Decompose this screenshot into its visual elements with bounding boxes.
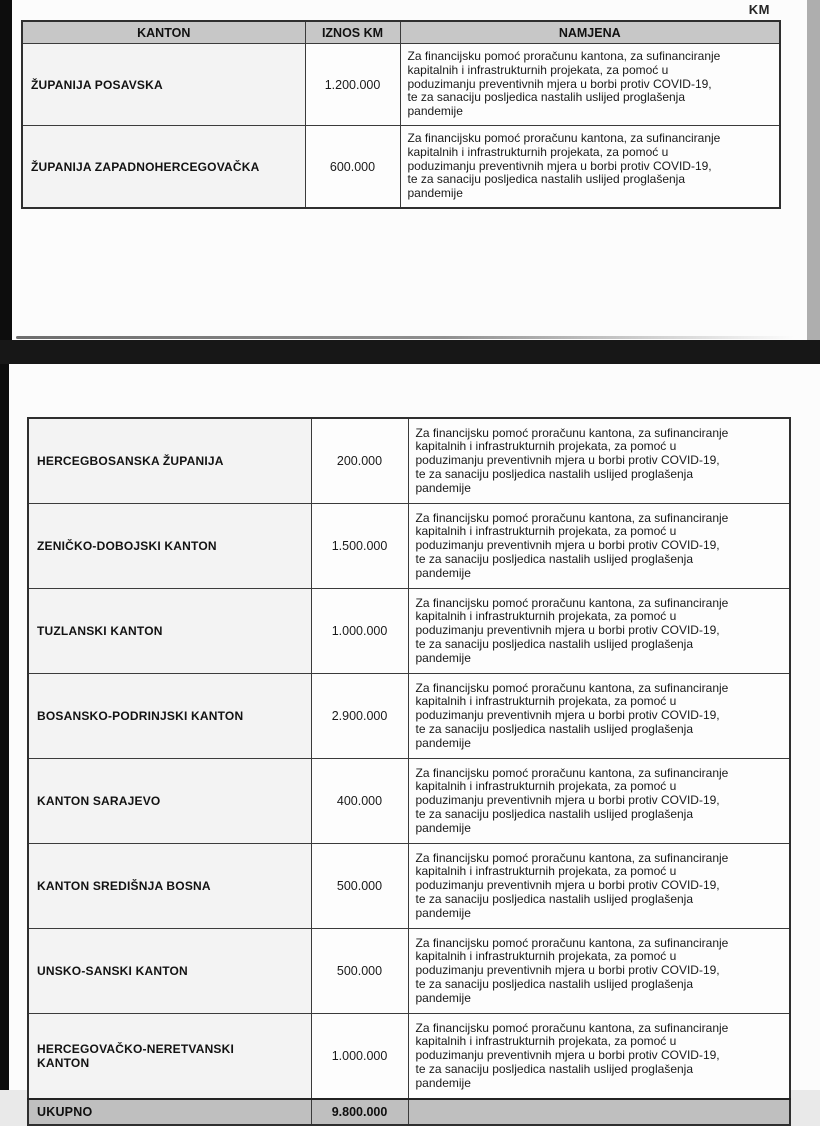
page-separator xyxy=(0,340,820,364)
amount-cell: 1.000.000 xyxy=(311,589,408,674)
purpose-cell: Za financijsku pomoć proračunu kantona, za sufinanciranje kapitalnih i infrastrukturnih projekata, za pomoć u poduzimanju preventivnih mjera u borbi protiv COVID-19, te za sanaciju posljedica nastalih uslijed proglašenja pandemije xyxy=(408,844,790,929)
column-header-iznos: IZNOS KM xyxy=(305,21,400,44)
kanton-cell: ŽUPANIJA ZAPADNOHERCEGOVAČKA xyxy=(22,126,305,209)
page-bottom-edge xyxy=(16,336,794,339)
column-header-namjena: NAMJENA xyxy=(400,21,780,44)
scan-right-edge-top xyxy=(807,0,820,340)
amount-cell: 1.500.000 xyxy=(311,504,408,589)
purpose-cell: Za financijsku pomoć proračunu kantona, za sufinanciranje kapitalnih i infrastrukturnih projekata, za pomoć u poduzimanju preventivnih mjera u borbi protiv COVID-19, te za sanaciju posljedica nastalih uslijed proglašenja pandemije xyxy=(408,929,790,1014)
kanton-cell: ŽUPANIJA POSAVSKA xyxy=(22,44,305,126)
purpose-cell: Za financijsku pomoć proračunu kantona, za sufinanciranje kapitalnih i infrastrukturnih projekata, za pomoć u poduzimanju preventivnih mjera u borbi protiv COVID-19, te za sanaciju posljedica nastalih uslijed proglašenja pandemije xyxy=(408,504,790,589)
total-row xyxy=(28,1099,790,1125)
kanton-cell: KANTON SREDIŠNJA BOSNA xyxy=(28,844,311,929)
table-row xyxy=(28,589,790,674)
kanton-cell: HERCEGBOSANSKA ŽUPANIJA xyxy=(28,418,311,504)
table-row xyxy=(28,674,790,759)
total-purpose-empty xyxy=(408,1099,790,1125)
allocation-table-bottom xyxy=(27,417,791,1126)
kanton-cell: UNSKO-SANSKI KANTON xyxy=(28,929,311,1014)
amount-cell: 1.000.000 xyxy=(311,1014,408,1100)
amount-cell: 600.000 xyxy=(305,126,400,209)
document-page-top xyxy=(0,0,820,340)
table-row xyxy=(28,844,790,929)
amount-cell: 500.000 xyxy=(311,929,408,1014)
purpose-cell: Za financijsku pomoć proračunu kantona, za sufinanciranje kapitalnih i infrastrukturnih projekata, za pomoć u poduzimanju preventivnih mjera u borbi protiv COVID-19, te za sanaciju posljedica nastalih uslijed proglašenja pandemije xyxy=(408,1014,790,1100)
purpose-cell: Za financijsku pomoć proračunu kantona, za sufinanciranje kapitalnih i infrastrukturnih projekata, za pomoć u poduzimanju preventivnih mjera u borbi protiv COVID-19, te za sanaciju posljedica nastalih uslijed proglašenja pandemije xyxy=(400,44,780,126)
table-row xyxy=(28,418,790,504)
scan-left-edge-top xyxy=(0,0,12,340)
purpose-cell: Za financijsku pomoć proračunu kantona, za sufinanciranje kapitalnih i infrastrukturnih projekata, za pomoć u poduzimanju preventivnih mjera u borbi protiv COVID-19, te za sanaciju posljedica nastalih uslijed proglašenja pandemije xyxy=(408,674,790,759)
table-row xyxy=(22,126,780,209)
table-body-top xyxy=(22,44,780,209)
purpose-cell: Za financijsku pomoć proračunu kantona, za sufinanciranje kapitalnih i infrastrukturnih projekata, za pomoć u poduzimanju preventivnih mjera u borbi protiv COVID-19, te za sanaciju posljedica nastalih uslijed proglašenja pandemije xyxy=(408,418,790,504)
table-row xyxy=(28,759,790,844)
kanton-cell: TUZLANSKI KANTON xyxy=(28,589,311,674)
total-amount: 9.800.000 xyxy=(311,1099,408,1125)
scan-left-edge-bottom xyxy=(0,364,9,1090)
purpose-cell: Za financijsku pomoć proračunu kantona, za sufinanciranje kapitalnih i infrastrukturnih projekata, za pomoć u poduzimanju preventivnih mjera u borbi protiv COVID-19, te za sanaciju posljedica nastalih uslijed proglašenja pandemije xyxy=(408,759,790,844)
table-row xyxy=(22,44,780,126)
allocation-table-top xyxy=(21,20,781,209)
table-row xyxy=(28,929,790,1014)
amount-cell: 200.000 xyxy=(311,418,408,504)
amount-cell: 1.200.000 xyxy=(305,44,400,126)
purpose-cell: Za financijsku pomoć proračunu kantona, za sufinanciranje kapitalnih i infrastrukturnih projekata, za pomoć u poduzimanju preventivnih mjera u borbi protiv COVID-19, te za sanaciju posljedica nastalih uslijed proglašenja pandemije xyxy=(400,126,780,209)
kanton-cell: HERCEGOVAČKO-NERETVANSKI KANTON xyxy=(28,1014,311,1100)
total-label: UKUPNO xyxy=(28,1099,311,1125)
table-row xyxy=(28,504,790,589)
kanton-cell: BOSANSKO-PODRINJSKI KANTON xyxy=(28,674,311,759)
amount-cell: 400.000 xyxy=(311,759,408,844)
column-header-kanton: KANTON xyxy=(22,21,305,44)
currency-unit-label: KM xyxy=(748,2,770,17)
kanton-cell: ZENIČKO-DOBOJSKI KANTON xyxy=(28,504,311,589)
document-page-bottom xyxy=(0,364,820,1119)
table-row xyxy=(28,1014,790,1100)
amount-cell: 2.900.000 xyxy=(311,674,408,759)
table-header-row xyxy=(22,21,780,44)
kanton-cell: KANTON SARAJEVO xyxy=(28,759,311,844)
purpose-cell: Za financijsku pomoć proračunu kantona, za sufinanciranje kapitalnih i infrastrukturnih projekata, za pomoć u poduzimanju preventivnih mjera u borbi protiv COVID-19, te za sanaciju posljedica nastalih uslijed proglašenja pandemije xyxy=(408,589,790,674)
table-body-bottom xyxy=(28,418,790,1099)
amount-cell: 500.000 xyxy=(311,844,408,929)
